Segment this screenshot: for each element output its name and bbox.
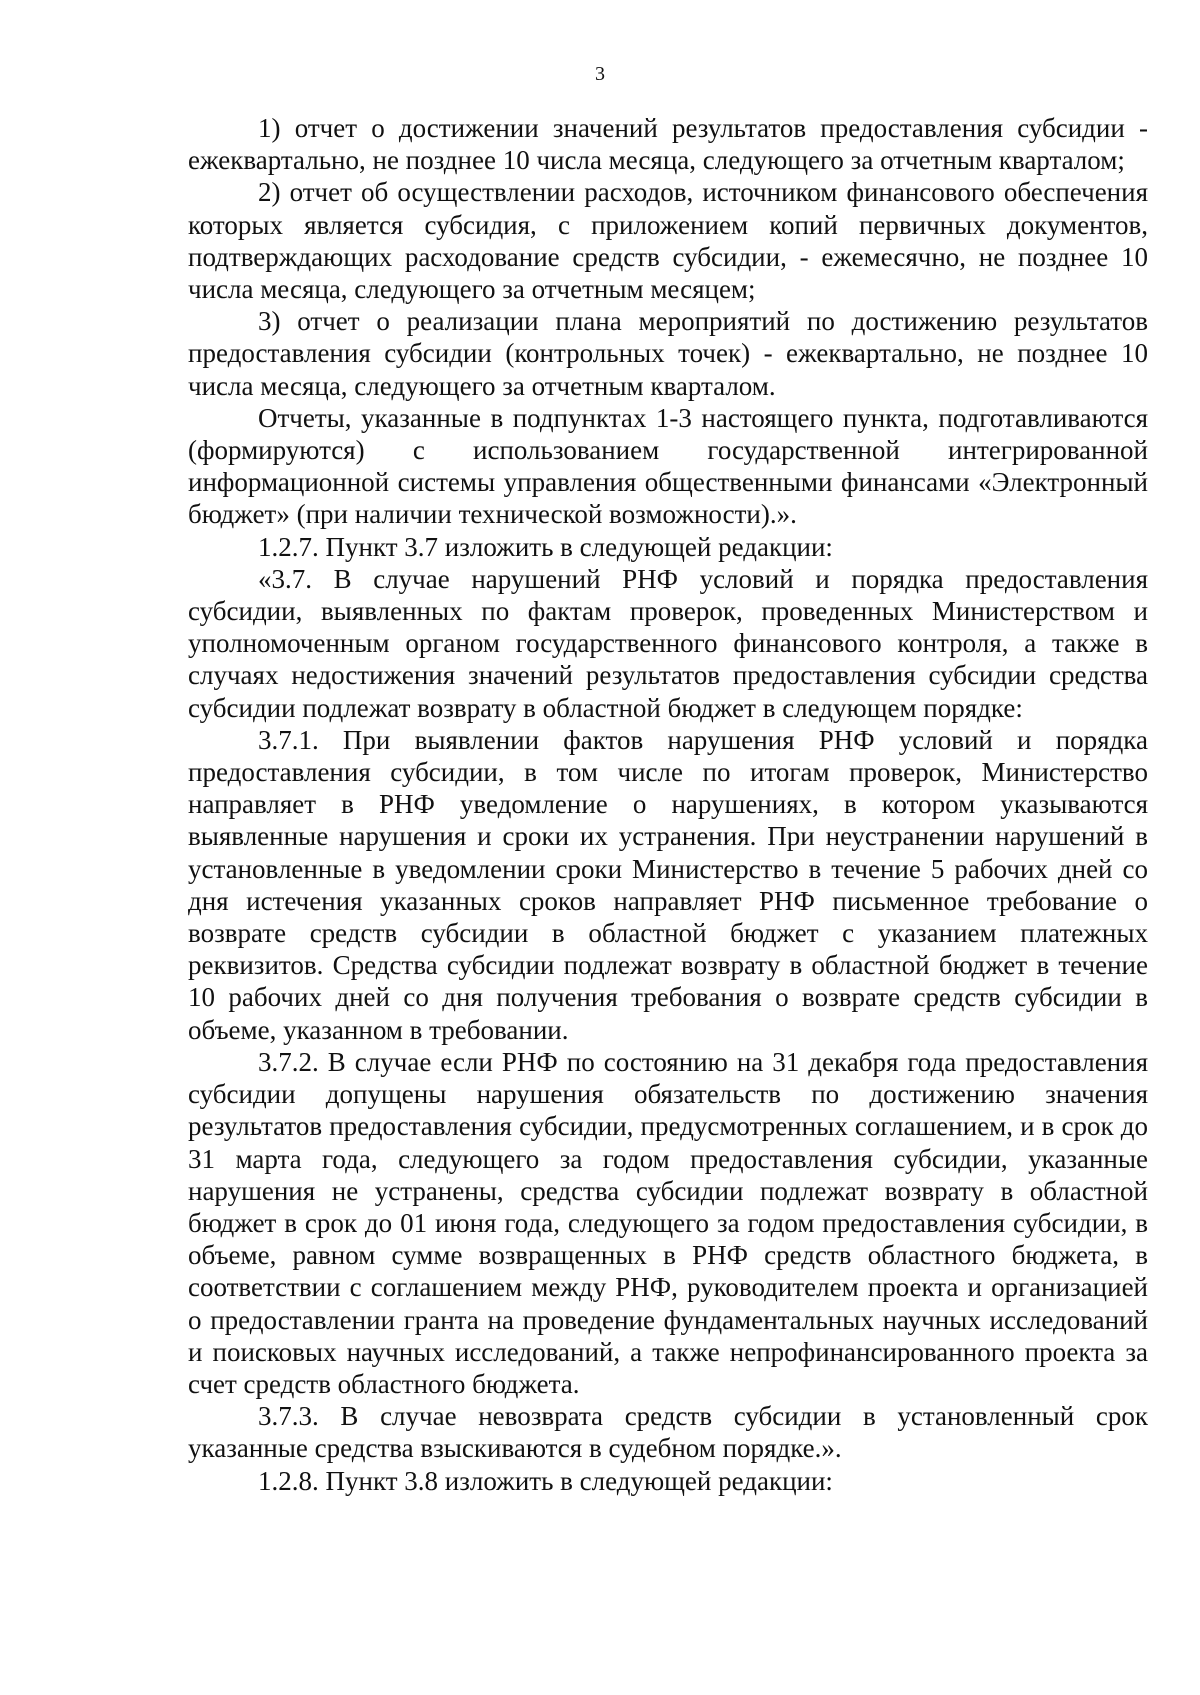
paragraph-report-plan: 3) отчет о реализации плана мероприятий по достижению результатов предоставления субсидии (контрольных точек) - ежеквартально, не позднее 10 числа месяца, следующего за отчетным кварталом.: [188, 306, 1148, 401]
paragraph-clause-3-7: «3.7. В случае нарушений РНФ условий и порядка предоставления субсидии, выявленных по фактам проверок, проведенных Министерством и уполномоченным органом государственного финансового контроля, а также в случаях недостижения значений результатов предоставления субсидии средства субсидии подлежат возврату в областной бюджет в следующем порядке:: [188, 563, 1148, 723]
paragraph-item-1-2-8: 1.2.8. Пункт 3.8 изложить в следующей редакции:: [258, 1465, 833, 1496]
page-number: 3: [595, 63, 605, 85]
paragraph-clause-3-7-1: 3.7.1. При выявлении фактов нарушения РНФ условий и порядка предоставления субсидии, в том числе по итогам проверок, Министерство направляет в РНФ уведомление о нарушениях, в котором указываются выявленные нарушения и сроки их устранения. При неустранении нарушений в установленные в уведомлении сроки Министерство в течение 5 рабочих дней со дня истечения указанных сроков направляет РНФ письменное требование о возврате средств субсидии в областной бюджет с указанием платежных реквизитов. Средства субсидии подлежат возврату в областной бюджет в течение 10 рабочих дней со дня получения требования о возврате средств субсидии в объеме, указанном в требовании.: [188, 724, 1148, 1045]
paragraph-item-1-2-7: 1.2.7. Пункт 3.7 изложить в следующей редакции:: [258, 531, 833, 562]
paragraph-reports-formation: Отчеты, указанные в подпунктах 1-3 настоящего пункта, подготавливаются (формируются) с использованием государственной интегрированной информационной системы управления общественными финансами «Электронный бюджет» (при наличии технической возможности).».: [188, 402, 1148, 530]
paragraph-clause-3-7-3: 3.7.3. В случае невозврата средств субсидии в установленный срок указанные средства взыскиваются в судебном порядке.».: [188, 1401, 1148, 1464]
paragraph-clause-3-7-2: 3.7.2. В случае если РНФ по состоянию на 31 декабря года предоставления субсидии допущены нарушения обязательств по достижению значения результатов предоставления субсидии, предусмотренных соглашением, и в срок до 31 марта года, следующего за годом предоставления субсидии, указанные нарушения не устранены, средства субсидии подлежат возврату в областной бюджет в срок до 01 июня года, следующего за годом предоставления субсидии, в объеме, равном сумме возвращенных в РНФ средств областного бюджета, в соответствии с соглашением между РНФ, руководителем проекта и организацией о предоставлении гранта на проведение фундаментальных научных исследований и поисковых научных исследований, а также непрофинансированного проекта за счет средств областного бюджета.: [188, 1046, 1148, 1399]
document-body: [188, 112, 1148, 1497]
paragraph-report-results: 1) отчет о достижении значений результатов предоставления субсидии - ежеквартально, не позднее 10 числа месяца, следующего за отчетным кварталом;: [188, 113, 1148, 176]
paragraph-report-expenses: 2) отчет об осуществлении расходов, источником финансового обеспечения которых является субсидия, с приложением копий первичных документов, подтверждающих расходование средств субсидии, - ежемесячно, не позднее 10 числа месяца, следующего за отчетным месяцем;: [188, 177, 1148, 305]
